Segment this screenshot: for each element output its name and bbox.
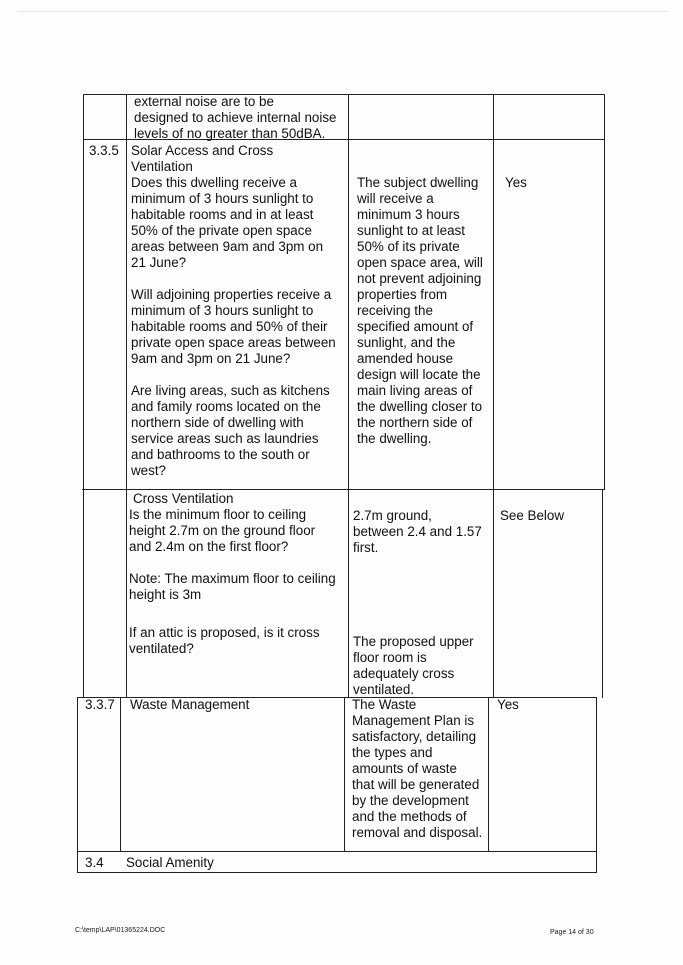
scan-edge-line: [18, 11, 668, 12]
footer-file-path: C:\temp\LAP\01365224.DOC: [75, 927, 166, 934]
row-divider-2: [82, 489, 605, 490]
column-divider-2-lower: [344, 697, 345, 852]
table-border-left-lower: [77, 697, 78, 873]
response-text: The proposed upper floor room is adequately cross ventilated.: [353, 634, 474, 697]
column-divider-3: [493, 94, 494, 698]
compliance-text: Yes: [497, 697, 519, 712]
criteria-text: Social Amenity: [126, 855, 214, 870]
footer-page-number: Page 14 of 30: [550, 929, 594, 936]
response-text: The Waste Management Plan is satisfactory, detailing the types and amounts of waste that will be generated by the development and the methods of removal and disposal.: [352, 697, 483, 840]
criteria-text: Waste Management: [130, 697, 250, 712]
table-border-right-lower: [596, 697, 597, 873]
table-border-right-mid: [602, 489, 603, 698]
section-number: 3.4: [85, 855, 104, 870]
column-divider-1: [126, 94, 127, 698]
section-number: 3.3.5: [89, 143, 119, 158]
table-border-left: [83, 94, 84, 698]
criteria-text: If an attic is proposed, is it cross ventilated?: [129, 625, 320, 656]
table-border-right: [604, 94, 605, 490]
response-text: 2.7m ground, between 2.4 and 1.57 first.: [353, 508, 482, 555]
section-number: 3.3.7: [85, 697, 115, 712]
row-divider-4: [77, 851, 597, 852]
criteria-text: Solar Access and Cross Ventilation Does this dwelling receive a minimum of 3 hours sunlight to habitable rooms and in at least 50% of the private open space areas between 9am and 3pm on 21 June? Will adjoining properties receive a minimum of 3 hours sunlight to habitable rooms and 50% of their private open space areas between 9am and 3pm on 21 June? Are living areas, such as kitchens and family rooms located on the northern side of dwelling with service areas such as laundries and bathrooms to the south or west?: [131, 143, 336, 478]
column-divider-3-lower: [488, 697, 489, 852]
compliance-text: Yes: [505, 175, 527, 190]
column-divider-2: [348, 94, 349, 698]
table-border-bottom: [77, 872, 597, 873]
response-text: The subject dwelling will receive a minimum 3 hours sunlight to at least 50% of its private open space area, will not prevent adjoining properties from receiving the specified amount of sunlight, and the amended house design will locate the main living areas of the dwelling closer to the northern side of the dwelling.: [357, 175, 483, 446]
criteria-text: Is the minimum floor to ceiling height 2.7m on the ground floor and 2.4m on the first floor? Note: The maximum floor to ceiling height is 3m: [129, 507, 336, 602]
compliance-text: See Below: [500, 508, 565, 523]
criteria-heading: Cross Ventilation: [133, 491, 234, 506]
criteria-text: external noise are to be designed to achieve internal noise levels of no greater than 50dBA.: [134, 94, 337, 141]
column-divider-1-lower: [120, 697, 121, 852]
